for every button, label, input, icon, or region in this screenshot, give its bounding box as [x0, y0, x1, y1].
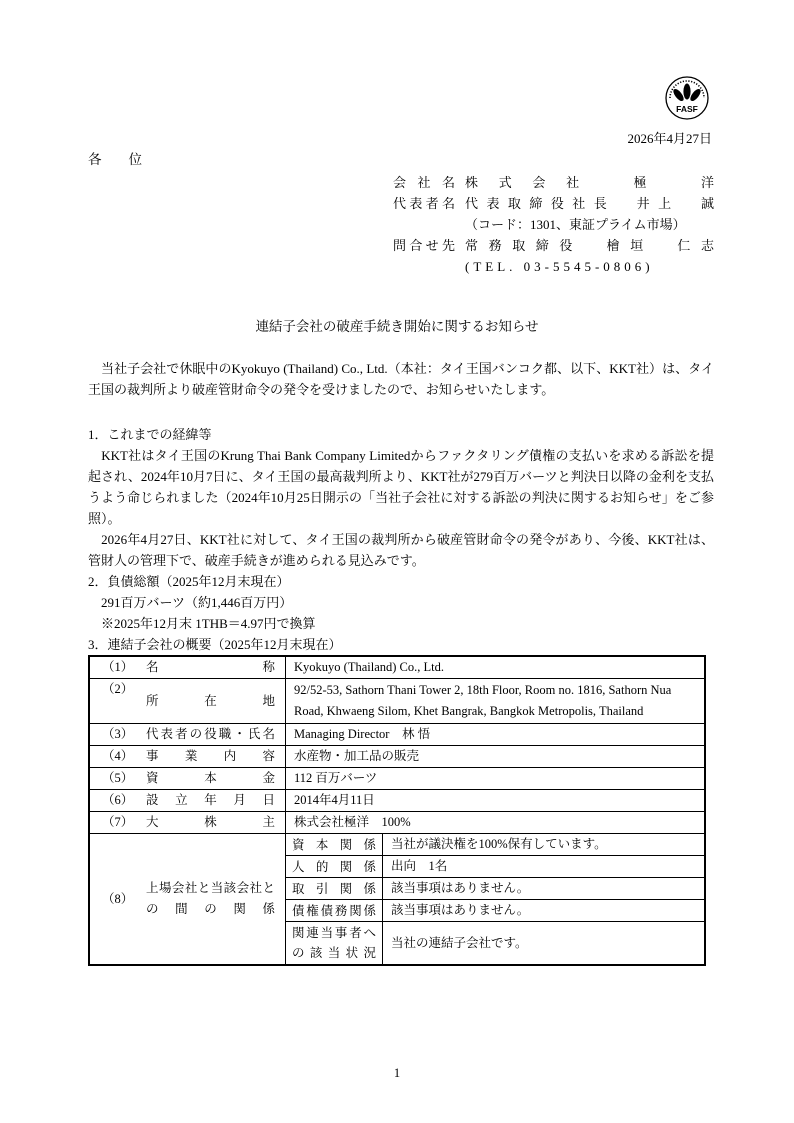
subrow-label-cell [286, 856, 383, 877]
subrow-capital-relation [286, 834, 704, 855]
subrow-value: 当社の連結子会社です。 [391, 935, 528, 950]
subrow-credit-debt-relation [286, 899, 704, 921]
row-value: Managing Director 林 悟 [294, 727, 431, 741]
row-number: （5） [102, 771, 134, 785]
row-label: 事業内容 [146, 749, 275, 763]
row-value: 2014年4月11日 [294, 793, 375, 807]
subrow-label-cell [286, 834, 383, 855]
table-row-address [90, 678, 704, 723]
fasf-logo-text: FASF [676, 104, 698, 114]
contact-value: 常務取締役 檜垣 仁志 [465, 238, 714, 253]
subrow-business-relation [286, 877, 704, 899]
phone-label [393, 256, 455, 277]
stock-code-row [393, 214, 714, 235]
table-row-name [90, 657, 704, 678]
section-2-heading: 2．負債総額（2025年12月末現在） [88, 574, 290, 589]
row-number: （3） [102, 727, 134, 741]
row-label: 名称 [146, 660, 275, 674]
fasf-logo-graphic [664, 74, 710, 122]
row-label-cell [90, 768, 286, 789]
representative-row [393, 193, 714, 214]
company-name-value: 株式会社 極 洋 [465, 175, 714, 190]
subrow-value: 該当事項はありません。 [391, 881, 530, 895]
row-label-cell [90, 812, 286, 833]
row-value: 株式会社極洋 100% [294, 815, 411, 829]
subrow-value: 当社が議決権を100%保有しています。 [391, 837, 607, 851]
table-row-representative [90, 723, 704, 745]
row-number: （2） [102, 682, 134, 696]
row-number: （4） [102, 749, 134, 763]
section-3-heading: 3．連結子会社の概要（2025年12月末現在） [88, 637, 342, 652]
section-1-paragraph-1: KKT社はタイ王国のKrung Thai Bank Company Limitedからファクタリング債権の支払いを求める訴訟を提起され、2024年10月7日に、タイ王国の最高裁判所より、KKT社が279百万バーツと判決日以降の金利を支払うよう命じられました（2024年10月25日開示の「当社子会社に対する訴訟の判決に関するお知らせ」をご参照）。 [88, 448, 714, 526]
table-row-capital [90, 767, 704, 789]
row-number: （7） [102, 815, 134, 829]
subrow-label-cell [286, 878, 383, 899]
company-name-row [393, 172, 714, 193]
subrow-value: 該当事項はありません。 [391, 903, 530, 917]
contact-row [393, 235, 714, 256]
row-label-cell [90, 679, 286, 723]
stock-code-label [393, 214, 455, 235]
intro-paragraph: 当社子会社で休眠中のKyokuyo (Thailand) Co., Ltd.（本社：タイ王国バンコク都、以下、KKT社）は、タイ王国の裁判所より破産管財命令の発令を受けましたので、お知らせいたします。 [88, 361, 714, 397]
row-number: （6） [102, 793, 134, 807]
document-body [88, 424, 714, 966]
company-info-block [393, 172, 714, 277]
table-row-relationship [90, 833, 704, 964]
row-value: Kyokuyo (Thailand) Co., Ltd. [294, 660, 444, 674]
leaf-icon [671, 87, 685, 102]
document-date: 2026年4月27日 [627, 131, 712, 146]
recipient: 各 位 [88, 152, 142, 167]
phone-row [393, 256, 714, 277]
subsidiary-overview-table [88, 655, 706, 966]
representative-label: 代表者名 [393, 196, 455, 211]
row-label-cell [90, 746, 286, 767]
relationship-subtable [286, 834, 704, 964]
page-number: 1 [393, 1066, 401, 1080]
table-row-business [90, 745, 704, 767]
fasf-logo [664, 74, 710, 122]
row-label-cell [90, 834, 286, 964]
subrow-related-party [286, 921, 704, 964]
row-value: 92/52-53, Sathorn Thani Tower 2, 18th Floor, Room no. 1816, Sathorn Nua Road, Khwaeng Silom, Khet Bangrak, Bangkok Metropolis, Thailand [294, 683, 672, 718]
subrow-value: 出向 1名 [391, 859, 448, 873]
table-row-established [90, 789, 704, 811]
row-value: 112 百万バーツ [294, 771, 378, 785]
representative-value: 代表取締役社長 井上 誠 [465, 196, 714, 211]
contact-label: 問合せ先 [393, 238, 455, 253]
leaf-icon [688, 87, 702, 102]
leaf-icon [683, 84, 690, 100]
subrow-label: 人的関係 [292, 859, 376, 874]
company-name-label: 会社名 [393, 175, 455, 190]
row-label: 設立年月日 [146, 793, 275, 807]
page-title: 連結子会社の破産手続き開始に関するお知らせ [255, 319, 539, 334]
row-value: 水産物・加工品の販売 [294, 749, 420, 763]
subrow-personnel-relation [286, 855, 704, 877]
subrow-label-cell [286, 900, 383, 921]
row-label: 資本金 [146, 771, 275, 785]
subrow-label: 取引関係 [292, 881, 376, 896]
row-label: 大株主 [146, 815, 275, 829]
row-number: （1） [102, 660, 134, 674]
subrow-label-cell [286, 922, 383, 964]
table-row-shareholder [90, 811, 704, 833]
row-number: （8） [102, 891, 134, 906]
section-1-heading: 1．これまでの経緯等 [88, 427, 212, 442]
section-1-paragraph-2: 2026年4月27日、KKT社に対して、タイ王国の裁判所から破産管財命令の発令があり、今後、KKT社は、管財人の管理下で、破産手続きが進められる見込みです。 [88, 532, 714, 568]
subrow-label: 債権債務関係 [292, 903, 376, 918]
row-label: 上場会社と当該会社との間の関係 [146, 881, 275, 916]
stock-code-value: （コード：1301、東証プライム市場） [465, 217, 686, 232]
subrow-label: 関連当事者への該当状況 [292, 926, 376, 960]
row-label-cell [90, 790, 286, 811]
phone-value: (TEL. 03-5545-0806) [465, 259, 654, 274]
row-label: 所在地 [146, 693, 275, 708]
section-2-line-1: 291百万バーツ（約1,446百万円） [88, 595, 293, 610]
section-2-line-2: ※2025年12月末 1THB＝4.97円で換算 [88, 616, 316, 631]
row-label-cell [90, 724, 286, 745]
subrow-label: 資本関係 [292, 837, 376, 852]
row-label-cell [90, 657, 286, 678]
row-label: 代表者の役職・氏名 [146, 727, 275, 741]
